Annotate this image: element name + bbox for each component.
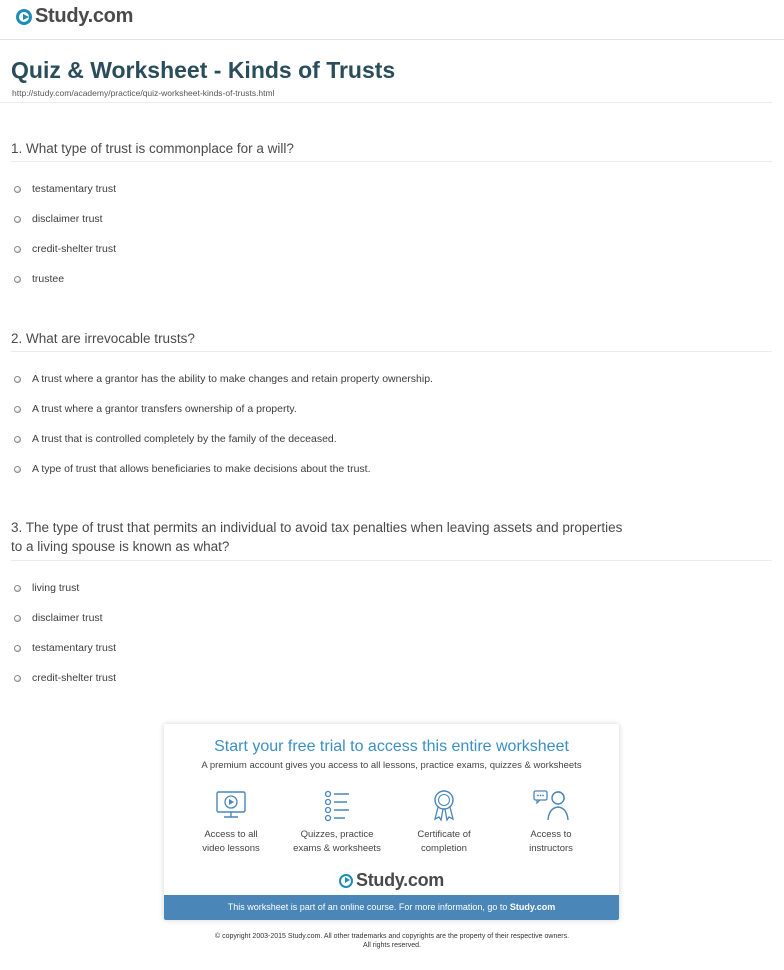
feature-line-2: video lessons bbox=[202, 843, 260, 854]
radio-button-icon[interactable] bbox=[14, 186, 21, 193]
quiz-list-icon bbox=[320, 788, 354, 822]
question-3-line-1: 3. The type of trust that permits an individual to avoid tax penalties when leaving assets and properties bbox=[11, 520, 623, 535]
feature-video-lessons bbox=[176, 788, 286, 856]
question-2: 2. What are irrevocable trusts? bbox=[11, 331, 195, 346]
answer-option[interactable] bbox=[14, 273, 64, 285]
feature-line-1: Access to all bbox=[204, 829, 258, 840]
feature-line-1: Quizzes, practice bbox=[300, 829, 374, 840]
option-label: trustee bbox=[32, 273, 65, 285]
option-label: A trust where a grantor has the ability to make changes and retain property ownership. bbox=[32, 373, 433, 385]
promo-logo-text: Study.com bbox=[356, 870, 444, 890]
option-label: A type of trust that allows beneficiaries to make decisions about the trust. bbox=[32, 463, 371, 475]
instructor-icon bbox=[532, 788, 570, 822]
radio-button-icon[interactable] bbox=[14, 216, 21, 223]
question-3 bbox=[11, 518, 651, 556]
option-label: testamentary trust bbox=[32, 642, 117, 654]
option-label: credit-shelter trust bbox=[32, 243, 117, 255]
promo-heading[interactable]: Start your free trial to access this entire worksheet bbox=[214, 738, 569, 755]
radio-button-icon[interactable] bbox=[14, 645, 21, 652]
study-logo[interactable] bbox=[16, 5, 133, 28]
certificate-icon bbox=[427, 788, 461, 822]
radio-button-icon[interactable] bbox=[14, 675, 21, 682]
logo-text: Study.com bbox=[35, 5, 134, 27]
answer-option[interactable] bbox=[14, 582, 79, 594]
answer-option[interactable] bbox=[14, 243, 116, 255]
answer-option[interactable] bbox=[14, 403, 297, 415]
radio-button-icon[interactable] bbox=[14, 615, 21, 622]
header-divider bbox=[0, 39, 784, 40]
radio-button-icon[interactable] bbox=[14, 376, 21, 383]
option-label: testamentary trust bbox=[32, 183, 117, 195]
promo-subheading: A premium account gives you access to all lessons, practice exams, quizzes & worksheets bbox=[201, 760, 582, 771]
answer-option[interactable] bbox=[14, 213, 103, 225]
page-url: http://study.com/academy/practice/quiz-worksheet-kinds-of-trusts.html bbox=[12, 88, 275, 98]
answer-option[interactable] bbox=[14, 612, 103, 624]
promo-info-bar bbox=[164, 895, 619, 920]
feature-line-2: completion bbox=[421, 843, 467, 854]
feature-line-1: Certificate of bbox=[417, 829, 471, 840]
feature-quizzes bbox=[282, 788, 392, 856]
question-divider bbox=[11, 560, 772, 561]
radio-button-icon[interactable] bbox=[14, 585, 21, 592]
copyright-line-2: All rights reserved. bbox=[363, 942, 421, 949]
option-label: A trust where a grantor transfers ownership of a property. bbox=[32, 403, 297, 415]
play-circle-icon bbox=[339, 874, 353, 888]
promo-bar-link[interactable]: Study.com bbox=[509, 902, 556, 912]
page-title: Quiz & Worksheet - Kinds of Trusts bbox=[11, 57, 396, 83]
answer-option[interactable] bbox=[14, 433, 337, 445]
play-circle-icon bbox=[16, 9, 32, 25]
feature-line-1: Access to bbox=[530, 829, 572, 840]
answer-option[interactable] bbox=[14, 183, 116, 195]
video-lesson-icon bbox=[214, 788, 248, 822]
feature-line-2: exams & worksheets bbox=[293, 843, 381, 854]
question-1: 1. What type of trust is commonplace for a will? bbox=[11, 141, 294, 156]
promo-study-logo[interactable] bbox=[164, 870, 619, 891]
answer-option[interactable] bbox=[14, 672, 116, 684]
radio-button-icon[interactable] bbox=[14, 466, 21, 473]
answer-option[interactable] bbox=[14, 642, 116, 654]
option-label: living trust bbox=[32, 582, 80, 594]
title-divider bbox=[0, 102, 772, 103]
promo-bar-text: This worksheet is part of an online course. For more information, go to bbox=[227, 902, 510, 912]
radio-button-icon[interactable] bbox=[14, 246, 21, 253]
radio-button-icon[interactable] bbox=[14, 406, 21, 413]
feature-certificate bbox=[389, 788, 499, 856]
question-3-line-2: to a living spouse is known as what? bbox=[11, 539, 230, 554]
question-divider bbox=[11, 161, 772, 162]
radio-button-icon[interactable] bbox=[14, 436, 21, 443]
answer-option[interactable] bbox=[14, 373, 433, 385]
radio-button-icon[interactable] bbox=[14, 276, 21, 283]
copyright-line-1: © copyright 2003-2015 Study.com. All other trademarks and copyrights are the property of their respective owners. bbox=[214, 933, 570, 940]
premium-promo-box bbox=[164, 724, 619, 920]
feature-instructors bbox=[496, 788, 606, 856]
option-label: disclaimer trust bbox=[32, 612, 103, 624]
option-label: A trust that is controlled completely by the family of the deceased. bbox=[32, 433, 337, 445]
answer-option[interactable] bbox=[14, 463, 371, 475]
copyright-footer bbox=[0, 932, 784, 950]
option-label: credit-shelter trust bbox=[32, 672, 117, 684]
option-label: disclaimer trust bbox=[32, 213, 103, 225]
question-divider bbox=[11, 351, 772, 352]
feature-line-2: instructors bbox=[529, 843, 573, 854]
